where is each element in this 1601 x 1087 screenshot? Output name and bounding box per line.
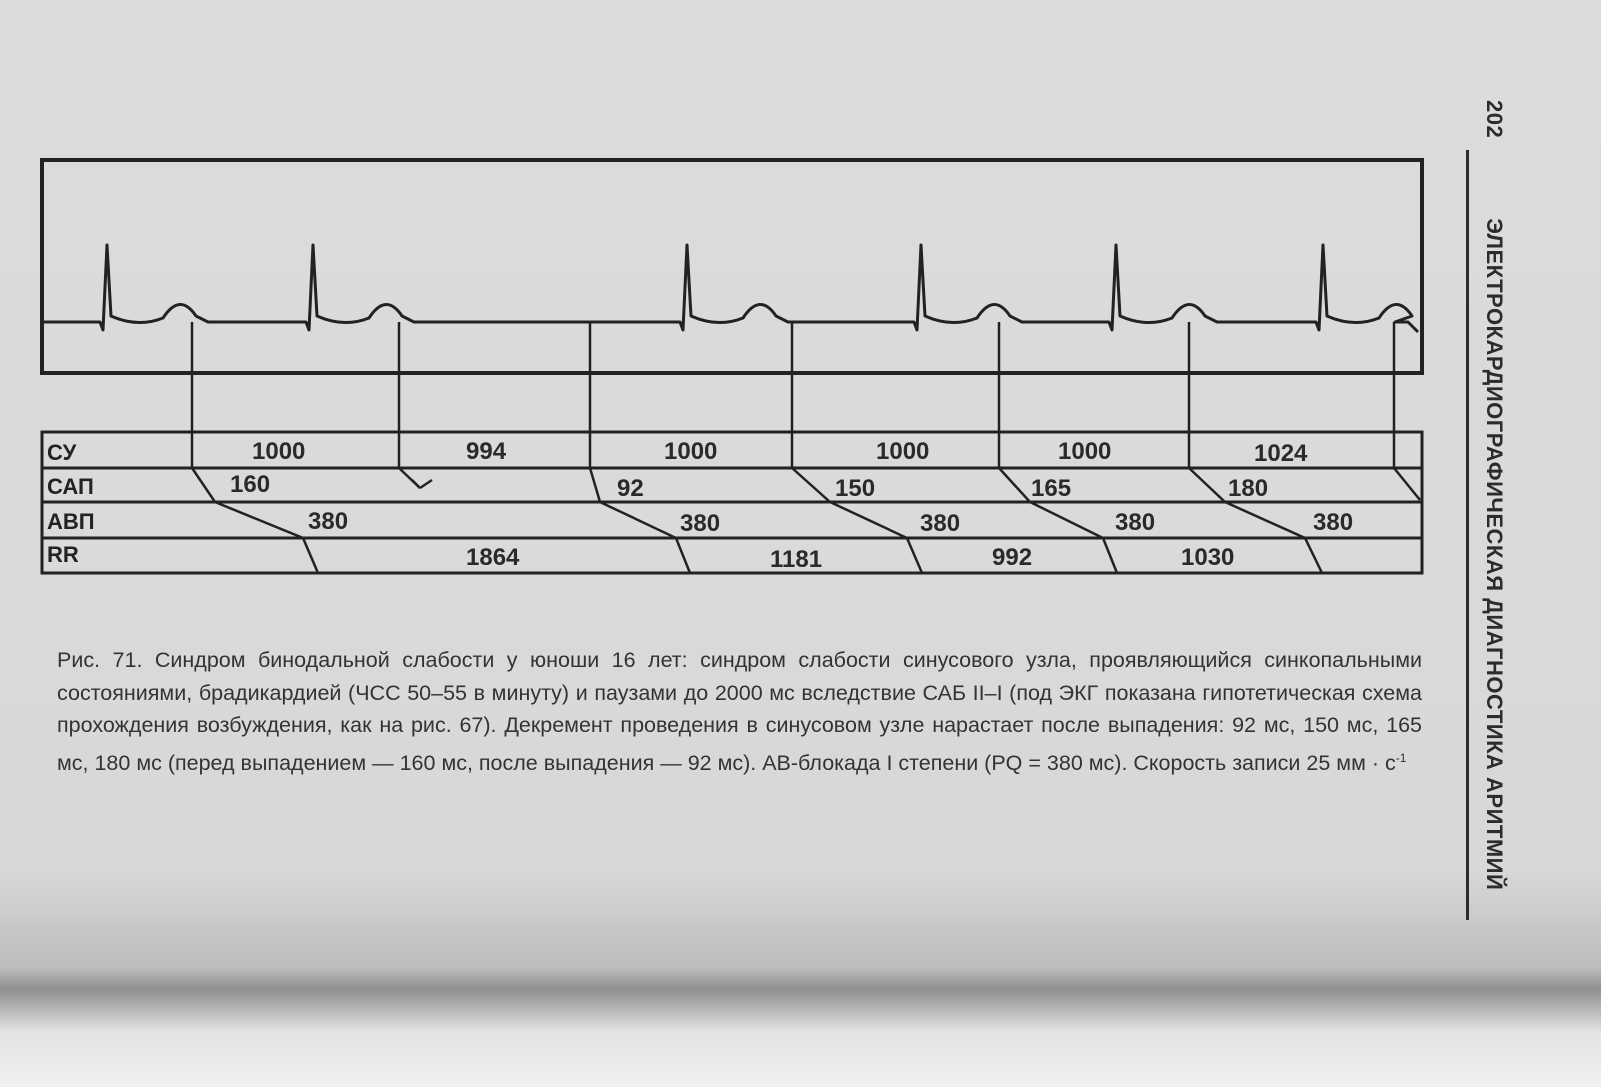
row-label-rr: RR xyxy=(47,542,79,567)
caption-superscript: -1 xyxy=(1395,750,1407,765)
su-interval: 994 xyxy=(466,438,507,465)
rr-interval: 1030 xyxy=(1181,544,1235,571)
page-number: 202 xyxy=(1482,100,1507,139)
rr-interval: 992 xyxy=(992,544,1033,571)
sap-interval: 165 xyxy=(1031,475,1072,502)
avp-interval: 380 xyxy=(1115,509,1156,536)
ecg-trace xyxy=(44,245,1418,332)
sap-interval: 92 xyxy=(617,475,644,502)
su-interval: 1000 xyxy=(876,438,930,465)
avp-interval: 380 xyxy=(680,510,721,537)
figure-caption xyxy=(57,644,1422,779)
row-label-sap: САП xyxy=(47,474,94,499)
row-label-su: СУ xyxy=(47,440,77,465)
conduction-line xyxy=(1394,322,1420,500)
conduction-lines xyxy=(192,322,1420,573)
avp-interval: 380 xyxy=(920,510,961,537)
rr-interval: 1864 xyxy=(466,544,520,571)
avp-interval: 380 xyxy=(308,508,349,535)
su-interval: 1000 xyxy=(664,438,718,465)
row-label-avp: АВП xyxy=(47,509,95,534)
avp-interval: 380 xyxy=(1313,509,1354,536)
caption-text: Рис. 71. Синдром бинодальной слабости у юноши 16 лет: синдром слабости синусового узла, проявляющийся синкопальными состояниями, брадикардией (ЧСС 50–55 в минуту) и паузами до 2000 мс вследствие САБ II–I (под ЭКГ показана гипотетическая схема прохождения возбуждения, как на рис. 67). Декремент проведения в синусовом узле нарастает после выпадения: 92 мс, 150 мс, 165 мс, 180 мс (перед выпадением — 160 мс, после выпадения — 92 мс). АВ-блокада I степени (PQ = 380 мс). Скорость записи 25 мм · с xyxy=(57,648,1422,775)
su-interval: 1024 xyxy=(1254,440,1308,467)
su-interval: 1000 xyxy=(1058,438,1112,465)
ecg-frame xyxy=(42,160,1422,373)
conduction-line xyxy=(399,322,420,488)
sap-interval: 160 xyxy=(230,471,271,498)
rr-interval: 1181 xyxy=(770,546,823,573)
blocked-impulse-mark xyxy=(412,480,432,488)
su-interval: 1000 xyxy=(252,438,306,465)
running-head-title: ЭЛЕКТРОКАРДИОГРАФИЧЕСКАЯ ДИАГНОСТИКА АРИТМИЙ xyxy=(1482,218,1507,891)
sap-interval: 180 xyxy=(1228,475,1269,502)
sap-interval: 150 xyxy=(835,475,876,502)
